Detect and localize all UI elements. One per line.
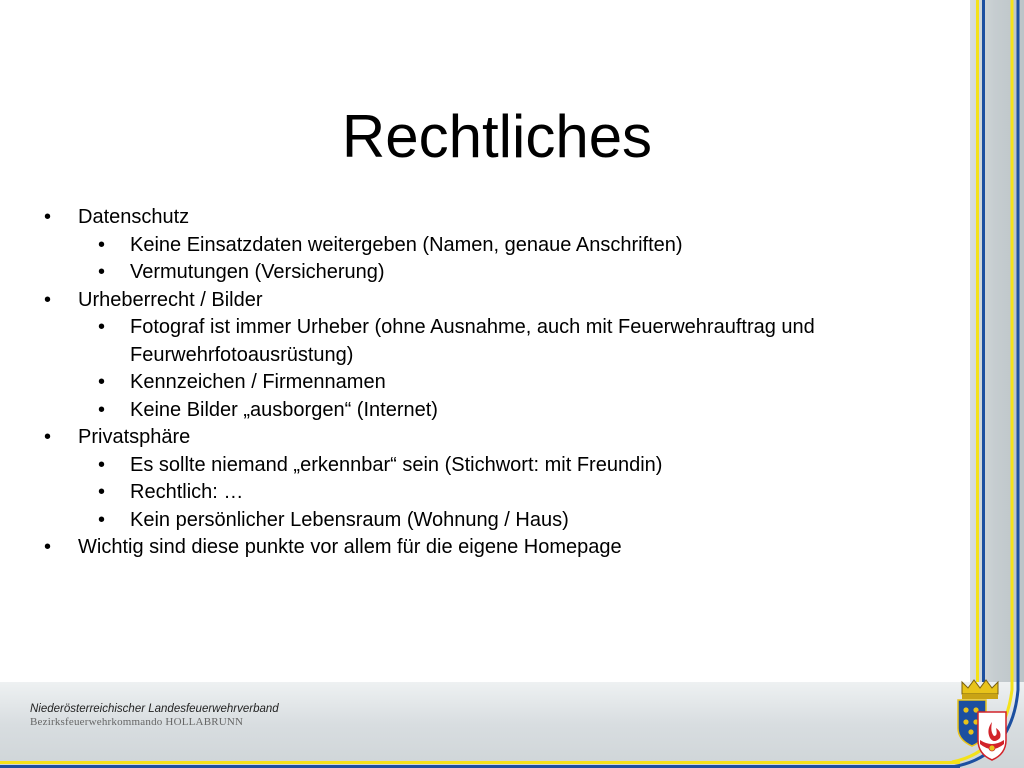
- bullet-text: Privatsphäre: [78, 426, 191, 448]
- bullet-text: Rechtlich: …: [130, 481, 244, 503]
- sub-bullet-item: [44, 452, 904, 480]
- bullet-item: [44, 287, 904, 315]
- sub-bullet-item: [44, 397, 904, 425]
- bullet-marker: •: [98, 233, 106, 256]
- bullet-item: [44, 204, 904, 232]
- bullet-marker: •: [44, 206, 52, 228]
- sub-bullet-item: [44, 232, 904, 260]
- sub-bullet-item: [44, 479, 904, 507]
- slide-title: Rechtliches: [341, 103, 653, 171]
- organization-name: Niederösterreichischer Landesfeuerwehrverband: [30, 703, 279, 715]
- sub-bullet-item: [44, 314, 904, 369]
- bullet-text: Kennzeichen / Firmennamen: [130, 371, 386, 393]
- sub-bullet-item: [44, 369, 904, 397]
- bullet-text: Kein persönlicher Lebensraum (Wohnung / Haus): [130, 508, 569, 531]
- bullet-text: Wichtig sind diese punkte vor allem für die eigene Homepage: [78, 536, 622, 558]
- bullet-text: Keine Einsatzdaten weitergeben (Namen, genaue Anschriften): [130, 233, 683, 256]
- sub-bullet-item: [44, 259, 904, 287]
- district-name: Bezirksfeuerwehrkommando HOLLABRUNN: [30, 716, 244, 728]
- bullet-marker: •: [44, 536, 52, 558]
- bullet-marker: •: [98, 508, 106, 531]
- bullet-item: [44, 534, 904, 562]
- bullet-marker: •: [98, 398, 106, 421]
- footer-organization: [30, 702, 279, 729]
- bullet-marker: •: [98, 371, 106, 393]
- bullet-text: Es sollte niemand „erkennbar“ sein (Stichwort: mit Freundin): [130, 453, 663, 476]
- bullet-text: Vermutungen (Versicherung): [130, 261, 385, 283]
- bullet-item: [44, 424, 904, 452]
- fire-brigade-crest-icon: [952, 678, 1008, 762]
- bullet-text: Keine Bilder „ausborgen“ (Internet): [130, 398, 438, 421]
- bullet-text: Datenschutz: [78, 206, 190, 228]
- bullet-list: [44, 204, 904, 562]
- sub-bullet-item: [44, 507, 904, 535]
- bullet-marker: •: [44, 288, 52, 311]
- bullet-text: Fotograf ist immer Urheber (ohne Ausnahme, auch mit Feuerwehrauftrag und Feurwehrfotoausrüstung): [130, 316, 815, 366]
- bullet-marker: •: [98, 453, 106, 476]
- bullet-marker: •: [98, 481, 106, 503]
- bullet-marker: •: [44, 426, 52, 448]
- bullet-text: Urheberrecht / Bilder: [78, 288, 263, 311]
- bullet-marker: •: [98, 261, 106, 283]
- bullet-marker: •: [98, 316, 106, 338]
